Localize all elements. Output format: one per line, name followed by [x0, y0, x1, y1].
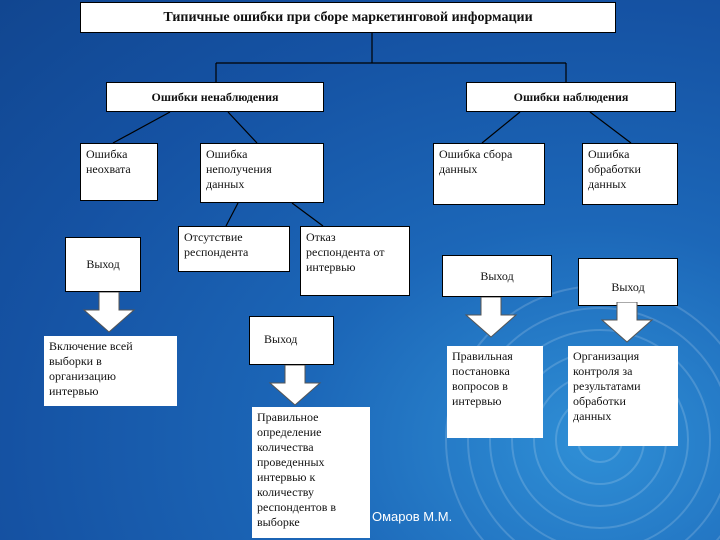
- node-non-receipt-error: Ошибка неполучения данных: [200, 143, 324, 203]
- node-collection-error: Ошибка сбора данных: [433, 143, 545, 205]
- node-processing-error: Ошибка обработки данных: [582, 143, 678, 205]
- node-coverage-error: Ошибка неохвата: [80, 143, 158, 201]
- arrow-down-icon: [82, 292, 136, 334]
- diagram-title: Типичные ошибки при сборе маркетинговой информации: [80, 2, 616, 33]
- output-non-receipt: Выход: [249, 316, 334, 365]
- solution-collection: Правильная постановка вопросов в интервью: [447, 346, 543, 438]
- node-refusal: Отказ респондента от интервью: [300, 226, 410, 296]
- author-credit: Омаров М.М.: [372, 509, 453, 524]
- arrow-down-icon: [268, 365, 322, 407]
- output-coverage: Выход: [65, 237, 141, 292]
- arrow-down-icon: [600, 302, 654, 344]
- output-collection: Выход: [442, 255, 552, 297]
- solution-coverage: Включение всей выборки в организацию интервью: [44, 336, 177, 406]
- node-respondent-absent: Отсутствие респондента: [178, 226, 290, 272]
- solution-processing: Организация контроля за результатами обработки данных: [568, 346, 678, 446]
- branch-non-observation: Ошибки ненаблюдения: [106, 82, 324, 112]
- arrow-down-icon: [464, 297, 518, 339]
- output-processing: Выход: [578, 258, 678, 306]
- solution-non-receipt: Правильное определение количества проведенных интервью к количеству респондентов в выборке: [252, 407, 370, 538]
- branch-observation: Ошибки наблюдения: [466, 82, 676, 112]
